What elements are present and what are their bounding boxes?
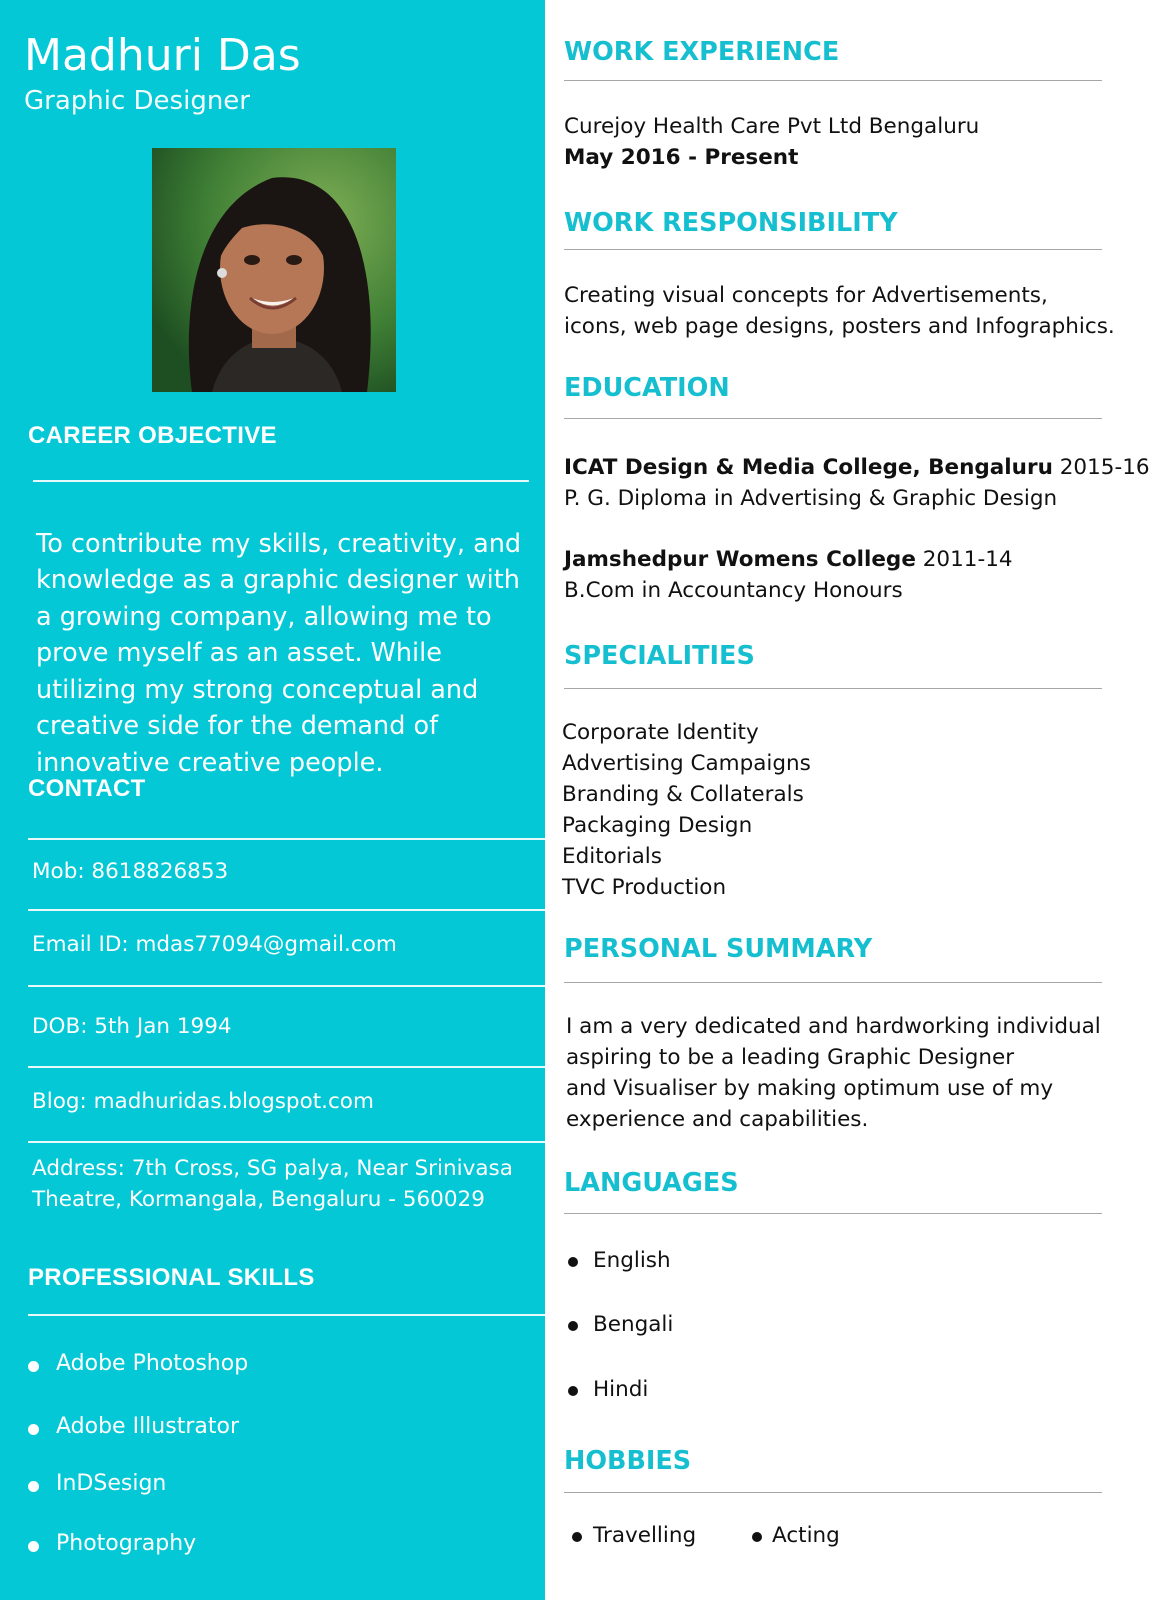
divider: [33, 480, 529, 482]
languages-heading: LANGUAGES: [564, 1168, 739, 1198]
professional-skills-heading: PROFESSIONAL SKILLS: [28, 1264, 315, 1291]
divider: [564, 249, 1102, 250]
bullet-icon: [568, 1386, 578, 1396]
speciality-item: Editorials: [562, 844, 662, 869]
work-responsibility-heading: WORK RESPONSIBILITY: [564, 208, 898, 238]
education-years: 2015-16: [1059, 455, 1150, 480]
work-experience-heading: WORK EXPERIENCE: [564, 37, 840, 67]
language-item: English: [593, 1248, 671, 1273]
summary-line: I am a very dedicated and hardworking individual: [566, 1014, 1101, 1039]
contact-mobile: Mob: 8618826853: [32, 859, 229, 884]
education-degree: P. G. Diploma in Advertising & Graphic Design: [564, 486, 1058, 511]
address-line: Theatre, Kormangala, Bengaluru - 560029: [32, 1187, 485, 1212]
divider: [564, 688, 1102, 689]
hobby-item: Travelling: [593, 1523, 697, 1548]
contact-dob: DOB: 5th Jan 1994: [32, 1014, 232, 1039]
bullet-icon: [28, 1424, 39, 1435]
portrait-image: [152, 148, 396, 392]
personal-summary-text: [566, 1011, 1101, 1135]
bullet-icon: [28, 1541, 39, 1552]
divider: [28, 1314, 545, 1316]
hobbies-heading: HOBBIES: [564, 1446, 692, 1476]
language-item: Bengali: [593, 1312, 674, 1337]
education-heading: EDUCATION: [564, 373, 730, 403]
work-responsibility-text: [564, 280, 1115, 342]
divider: [28, 909, 545, 911]
education-years: 2011-14: [922, 547, 1013, 572]
divider: [564, 1213, 1102, 1214]
divider: [28, 985, 545, 987]
specialities-list: [562, 717, 811, 903]
address-line: Address: 7th Cross, SG palya, Near Srinivasa: [32, 1156, 513, 1181]
bullet-icon: [752, 1532, 762, 1542]
education-institution: Jamshedpur Womens College: [564, 547, 916, 572]
bullet-icon: [568, 1321, 578, 1331]
education-entry: [564, 544, 1013, 606]
speciality-item: Advertising Campaigns: [562, 751, 811, 776]
divider: [28, 1141, 545, 1143]
contact-address: [32, 1153, 513, 1215]
speciality-item: TVC Production: [562, 875, 727, 900]
divider: [28, 1066, 545, 1068]
specialities-heading: SPECIALITIES: [564, 641, 755, 671]
bullet-icon: [568, 1257, 578, 1267]
divider: [564, 1492, 1102, 1493]
education-entry: [564, 452, 1150, 514]
bullet-icon: [28, 1361, 39, 1372]
skill-item: Adobe Illustrator: [56, 1414, 239, 1439]
summary-line: experience and capabilities.: [566, 1107, 869, 1132]
summary-line: and Visualiser by making optimum use of my: [566, 1076, 1054, 1101]
responsibility-line: Creating visual concepts for Advertisements,: [564, 283, 1048, 308]
skill-item: Photography: [56, 1531, 197, 1556]
divider: [564, 80, 1102, 81]
contact-heading: CONTACT: [28, 775, 146, 802]
divider: [564, 418, 1102, 419]
work-company: Curejoy Health Care Pvt Ltd Bengaluru: [564, 114, 980, 139]
sidebar: [0, 0, 545, 1600]
language-item: Hindi: [593, 1377, 649, 1402]
speciality-item: Packaging Design: [562, 813, 753, 838]
profile-title: Graphic Designer: [24, 86, 250, 116]
summary-line: aspiring to be a leading Graphic Designer: [566, 1045, 1015, 1070]
skill-item: Adobe Photoshop: [56, 1351, 249, 1376]
responsibility-line: icons, web page designs, posters and Infographics.: [564, 314, 1115, 339]
skill-item: InDSesign: [56, 1471, 167, 1496]
contact-blog: Blog: madhuridas.blogspot.com: [32, 1089, 374, 1114]
education-institution: ICAT Design & Media College, Bengaluru: [564, 455, 1053, 480]
bullet-icon: [28, 1481, 39, 1492]
career-objective-text: To contribute my skills, creativity, and knowledge as a graphic designer with a growing company, allowing me to prove myself as an asset. While utilizing my strong conceptual and creative side for the demand of innovative creative people.: [36, 528, 522, 778]
personal-summary-heading: PERSONAL SUMMARY: [564, 934, 873, 964]
contact-email: Email ID: mdas77094@gmail.com: [32, 932, 397, 957]
speciality-item: Branding & Collaterals: [562, 782, 804, 807]
divider: [564, 982, 1102, 983]
bullet-icon: [572, 1532, 582, 1542]
divider: [28, 838, 545, 840]
profile-name: Madhuri Das: [24, 30, 301, 81]
speciality-item: Corporate Identity: [562, 720, 759, 745]
hobby-item: Acting: [772, 1523, 840, 1548]
profile-photo: [152, 148, 396, 392]
career-objective-heading: CAREER OBJECTIVE: [28, 422, 277, 449]
education-degree: B.Com in Accountancy Honours: [564, 578, 903, 603]
work-period: May 2016 - Present: [564, 145, 799, 170]
